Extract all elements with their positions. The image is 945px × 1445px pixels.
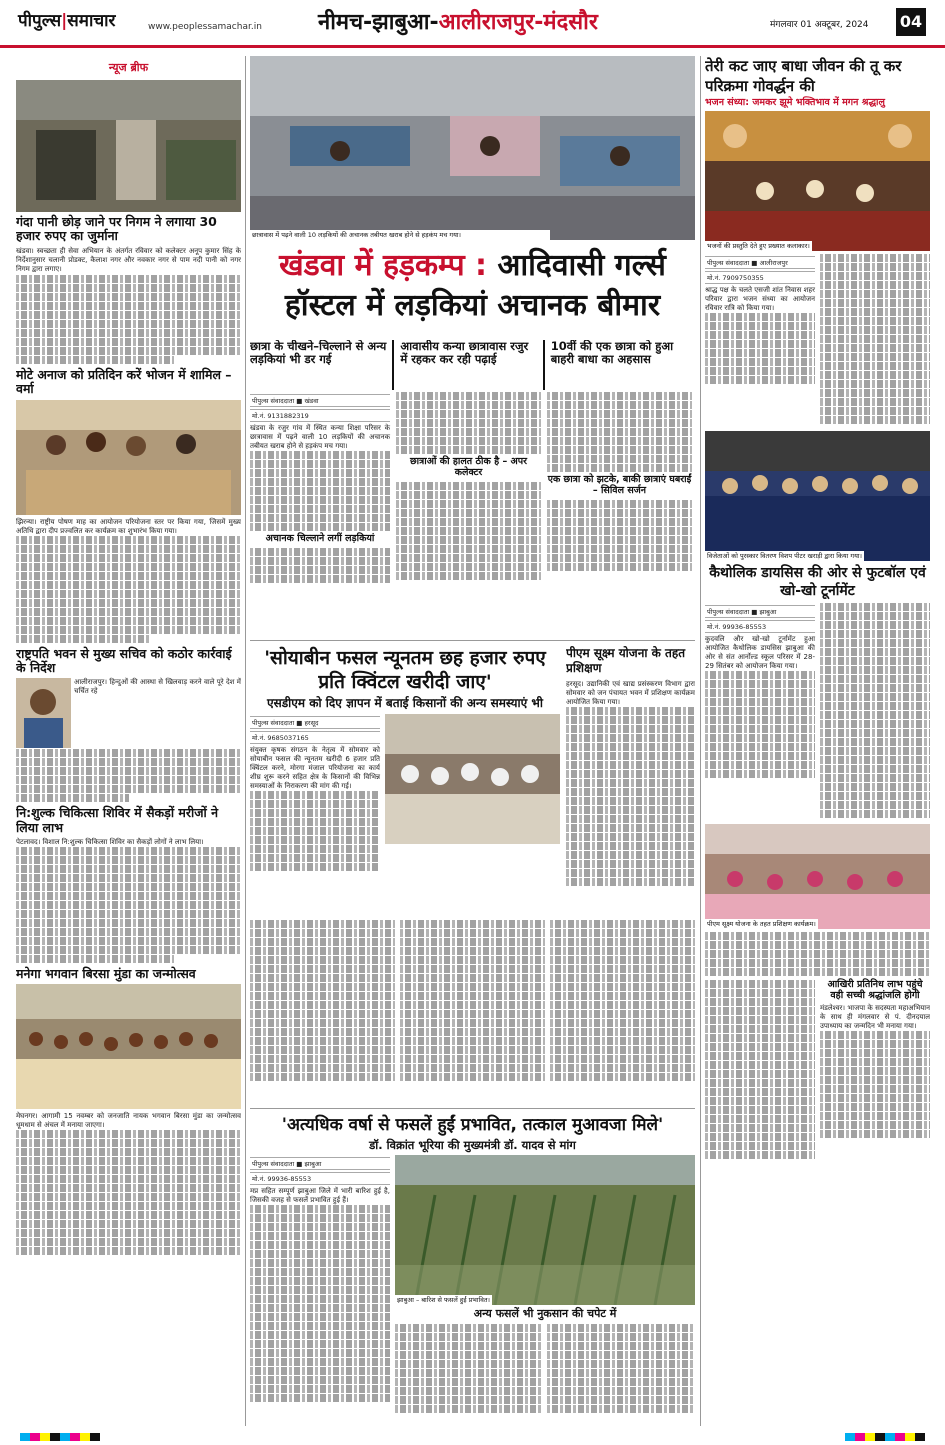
story-lead: मंडलेश्वर। भाजपा के सदस्यता महाअभियान के साथ ही मंगलवार से पं. दीनदयाल उपाध्याय का जन्मदिन भी मनाया गया। [820,1003,930,1030]
story-deck: भजन संध्या: जमकर झूमे भक्तिभाव में मगन श्रद्धालु [705,97,885,108]
news-photo [16,984,241,1109]
main-decks [250,340,695,390]
section-rule [250,1108,695,1109]
deck-3: 10वीं की एक छात्रा को हुआ बाहरी बाधा का अहसास [550,340,674,367]
story-deck: एसडीएम को दिए ज्ञापन में बताई किसानों की अन्य समस्याएं भी [267,696,543,710]
hostel-photo [250,56,695,240]
photo-caption: पीएम सूक्ष्म योजना के तहत प्रशिक्षण कार्यक्रम। [707,919,816,928]
subhead: छात्राओं की हालत ठीक है – अपर कलेक्टर [409,456,528,478]
newspaper-logo: पीपुल्स|समाचार [18,11,116,31]
photo-caption: झाबुआ – बारिश से फसलें हुईं प्रभावित। [397,1296,491,1305]
color-registration-strip [20,1433,100,1441]
edition-title: नीमच-झाबुआ-आलीराजपुर-मंदसौर [318,10,598,35]
story-lead: मेघनगर। आगामी 15 नवम्बर को जनजाति नायक भगवान बिरसा मुंडा का जन्मोत्सव धूमधाम से अंचल में मनाया जाएगा। [16,1112,241,1130]
meeting-photo [705,824,930,929]
photo-caption: छात्रावास में पढ़ने वाली 10 लड़कियों की अचानक तबीयत खराब होने से हड़कंप मच गया। [250,230,550,240]
mobile-number: मो.नं. 7909750355 [705,271,815,284]
story-lead: हरसूद। उद्यानिकी एवं खाद्य प्रसंस्करण विभाग द्वारा सोमवार को जन पंचायत भवन में प्रशिक्षण कार्यक्रम आयोजित किया गया। [566,680,695,706]
sports-photo [705,431,930,561]
story-headline: तेरी कट जाए बाधा जीवन की तू कर परिक्रमा गोवर्द्धन की [705,57,902,95]
story-headline: आखिरी प्रतिनिध लाभ पहुंचे वही सच्ची श्रद्धांजलि होगी [827,978,923,1001]
story-headline: पीएम सूक्ष्म योजना के तहत प्रशिक्षण [566,646,686,675]
story-lead: श्राद्ध पक्ष के चलते एसजी शांत निवास शहर परिवार द्वारा भजन संध्या का आयोजन रविवार रात्रि को किया गया। [705,285,815,312]
page-number: 04 [896,8,926,36]
story-headline: मनेगा भगवान बिरसा मुंडा का जन्मोत्सव [16,966,196,981]
story-lead: मप्र सहित सम्पूर्ण झाबुआ जिले में भारी बारिश हुई है, जिसकी वजह से फसलें प्रभावित हुई हैं। [250,1187,390,1205]
pm-scheme-story [566,646,695,916]
main-body [250,392,695,632]
story-headline: 'सोयाबीन फसल न्यूनतम छह हजार रुपए प्रति क्विंटल खरीदी जाए' [264,647,546,693]
rain-story [250,1114,695,1426]
story-lead: खंडवा के रजुर गांव में स्थित कन्या शिक्षा परिसर के छात्रावास में पढ़ने वाली 10 लड़कियों की अचानक तबीयत खराब होने से हड़कंप मच गया। [250,424,390,450]
story-headline: राष्ट्रपति भवन से मुख्य सचिव को कठोर कार्रवाई के निर्देश [16,645,232,675]
story-headline: कैथोलिक डायसिस की ओर से फुटबॉल एवं खो-खो टूर्नामेंट [709,564,926,599]
byline: पीपुल्स संवाददाता ■ खंडवा [250,394,390,407]
byline: पीपुल्स संवाददाता ■ हरसूद [250,716,380,729]
mobile-number: मो.नं. 99936-85553 [705,620,815,633]
protest-photo [385,714,560,844]
color-registration-strip [845,1433,925,1441]
main-headline: खंडवा में हड़कम्प : आदिवासी गर्ल्स हॉस्टल में लड़कियां अचानक बीमार [279,248,666,323]
story-body [16,1130,241,1255]
soybean-story [250,646,560,916]
deck-1: छात्रा के चीखने–चिल्लाने से अन्य लड़कियां भी डर गई [250,340,394,390]
column-rule [245,56,246,1426]
story-headline: 'अत्यधिक वर्षा से फसलें हुईं प्रभावित, तत्काल मुआवजा मिले' [281,1115,664,1135]
mobile-number: मो.नं. 9685037165 [250,731,380,744]
deck-2: आवासीय कन्या छात्रावास रजुर में रहकर कर रही पढ़ाई [400,340,544,390]
right-column [705,56,930,1426]
soybean-continued [250,920,695,1100]
story-deck: डॉ. विक्रांत भूरिया की मुख्यमंत्री डॉ. यादव से मांग [369,1138,576,1152]
subhead: एक छात्रा को झटके, बाकी छात्राएं घबराईं – सिविल सर्जन [547,474,692,496]
story-body [16,847,241,963]
story-body [16,275,241,364]
news-photo [16,80,241,212]
column-rule [700,56,701,1426]
byline: पीपुल्स संवाददाता ■ झाबुआ [250,1157,390,1170]
bhajan-photo [705,111,930,251]
section-rule [250,640,695,641]
subhead: अन्य फसलें भी नुकसान की चपेट में [473,1307,617,1321]
story-lead: कुदवलि और खो-खो टूर्नामेंट हुआ आयोजित कैथोलिक डायसिस झाबुआ की ओर से संत आर्नोल्ड स्कूल परिसर में 28-29 सितंबर को आयोजन किया गया। [705,634,815,670]
story-lead: पेटलावद। विशाल नि:शुल्क चिकित्सा शिविर का सैकड़ों लोगों ने लाभ लिया। [16,838,204,846]
website-url: www.peoplessamachar.in [148,22,262,32]
crop-photo [395,1155,695,1305]
mobile-number: मो.नं. 99936-85553 [250,1172,390,1185]
photo-caption: भजनों की प्रस्तुति देते हुए प्रख्यात कलाकार। [707,241,810,250]
mobile-number: मो.नं. 9131882319 [250,409,390,422]
story-headline: मोटे अनाज को प्रतिदिन करें भोजन में शामिल – वर्मा [16,366,232,397]
news-photo [16,400,241,515]
byline: पीपुल्स संवाददाता ■ झाबुआ [705,605,815,618]
issue-date: मंगलवार 01 अक्टूबर, 2024 [770,20,869,30]
story-lead: संयुक्त कृषक संगठन के नेतृत्व में सोमवार को सोयाबीन फसल की न्यूनतम खरीदी 6 हजार प्रति क्विंटल करने, मोरगा मंजाल परियोजना का कार्य शीघ्र शुरू करने सहित क्षेत्र के किसानों की विभिन्न समस्याओं के निराकरण की मांग की गई। [250,745,380,790]
story-body [16,536,241,643]
section-tag: न्यूज ब्रीफ [108,61,149,74]
story-lead: आलीराजपुर। हिन्दुओं की आस्था से खिलवाड़ करने वाले पूरे देश में चर्चित रहे [74,678,241,696]
story-lead: खंडवा। स्वच्छता ही सेवा अभियान के अंतर्गत रविवार को कलेक्टर अनूप कुमार सिंह के निर्देशानुसार चलानी प्रोडक्ट, कैलाश नगर और नवकार नगर से पाम नदी पानी को नगर निगम द्वारा लगाए। [16,246,241,273]
story-headline: गंदा पानी छोड़ जाने पर निगम ने लगाया 30 हजार रुपए का जुर्माना [16,214,217,244]
story-body [16,749,241,802]
left-column [16,56,241,1426]
story-headline: नि:शुल्क चिकित्सा शिविर में सैकड़ों मरीजों ने लिया लाभ [16,805,219,835]
photo-caption: विजेताओं को पुरस्कार वितरण विशप पीटर खराड़ी द्वारा किया गया। [707,551,863,560]
page-header [0,0,945,48]
person-photo [16,678,71,748]
story-lead: झिरन्या। राष्ट्रीय पोषण माह का आयोजन परियोजना स्तर पर किया गया, जिसमें मुख्य अतिथि द्वारा दीप प्रज्वलित कर कार्यक्रम का शुभारंभ किया गया। [16,517,241,535]
byline: पीपुल्स संवाददाता ■ आलीराजपुर [705,256,815,269]
subhead: अचानक चिल्लाने लगीं लड़कियां [265,533,375,544]
